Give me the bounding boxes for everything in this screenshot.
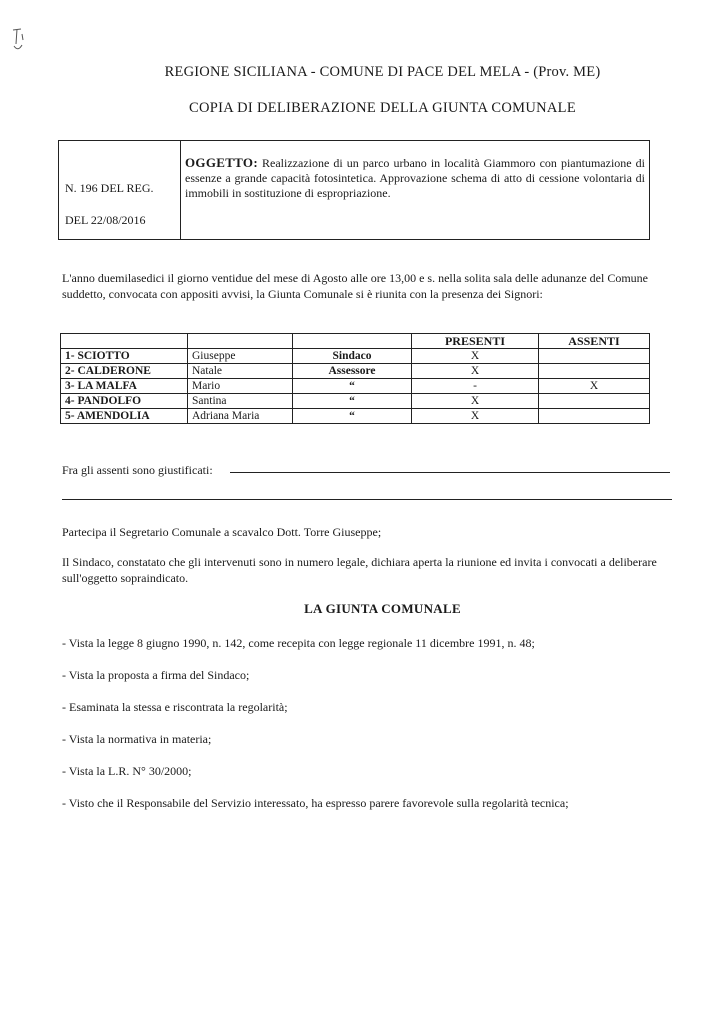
- table-row: [61, 409, 650, 424]
- header-cell: [293, 334, 412, 349]
- member-name: Adriana Maria: [188, 409, 293, 424]
- present-mark: X: [412, 364, 539, 379]
- register-date: DEL 22/08/2016: [65, 213, 146, 227]
- absent-mark: X: [538, 379, 649, 394]
- header-assenti: ASSENTI: [538, 334, 649, 349]
- member-role: Assessore: [293, 364, 412, 379]
- absent-mark: [538, 409, 649, 424]
- member-name: Mario: [188, 379, 293, 394]
- header-cell: [188, 334, 293, 349]
- member-name: Giuseppe: [188, 349, 293, 364]
- member-role: “: [293, 379, 412, 394]
- header-region: REGIONE SICILIANA - COMUNE DI PACE DEL MELA - (Prov. ME): [164, 64, 601, 80]
- list-item: - Visto che il Responsabile del Servizio interessato, ha espresso parere favorevole sulla regolarità tecnica;: [62, 796, 569, 810]
- present-mark: X: [412, 409, 539, 424]
- justified-label: Fra gli assenti sono giustificati:: [62, 463, 213, 477]
- member-surname: 4- PANDOLFO: [61, 394, 188, 409]
- list-item: - Esaminata la stessa e riscontrata la regolarità;: [62, 700, 288, 714]
- header-presenti: PRESENTI: [412, 334, 539, 349]
- member-role: “: [293, 409, 412, 424]
- table-row: [61, 364, 650, 379]
- member-role: Sindaco: [293, 349, 412, 364]
- handwritten-mark-icon: [10, 26, 26, 56]
- register-left-cell: [59, 141, 181, 239]
- list-item: - Vista la L.R. N° 30/2000;: [62, 764, 192, 778]
- list-item: - Vista la legge 8 giugno 1990, n. 142, come recepita con legge regionale 11 dicembre 1991, n. 48;: [62, 636, 535, 650]
- member-surname: 5- AMENDOLIA: [61, 409, 188, 424]
- header-cell: [61, 334, 188, 349]
- attendance-table: [60, 333, 650, 424]
- register-number: N. 196 DEL REG.: [65, 181, 154, 195]
- mayor-statement: Il Sindaco, constatato che gli intervenuti sono in numero legale, dichiara aperta la riunione ed invita i convocati a deliberare sull'oggetto sopraindicato.: [62, 555, 657, 585]
- list-item: - Vista la proposta a firma del Sindaco;: [62, 668, 250, 682]
- table-row: [61, 379, 650, 394]
- absent-mark: [538, 349, 649, 364]
- blank-line: [62, 499, 672, 500]
- list-item: - Vista la normativa in materia;: [62, 732, 212, 746]
- register-box: [58, 140, 650, 240]
- subject-cell: [185, 155, 645, 201]
- member-name: Santina: [188, 394, 293, 409]
- subject-text: Realizzazione di un parco urbano in località Giammoro con piantumazione di essenze a grande capacità fotosintetica. Approvazione schema di atto di cessione volontaria di immobili in sostituzione di espropriazione.: [185, 156, 645, 200]
- member-surname: 2- CALDERONE: [61, 364, 188, 379]
- intro-paragraph: L'anno duemilasedici il giorno ventidue del mese di Agosto alle ore 13,00 e s. nella solita sala delle adunanze del Comune suddetto, convocata con appositi avvisi, la Giunta Comunale si è riunita con la presenza dei Signori:: [62, 271, 649, 301]
- subject-label: OGGETTO:: [185, 155, 258, 170]
- present-mark: -: [412, 379, 539, 394]
- member-name: Natale: [188, 364, 293, 379]
- attendance-header-row: [61, 334, 650, 349]
- member-surname: 3- LA MALFA: [61, 379, 188, 394]
- present-mark: X: [412, 349, 539, 364]
- secretary-paragraph: Partecipa il Segretario Comunale a scavalco Dott. Torre Giuseppe;: [62, 525, 382, 539]
- absent-mark: [538, 364, 649, 379]
- justified-blank-line: [230, 472, 670, 473]
- table-row: [61, 349, 650, 364]
- present-mark: X: [412, 394, 539, 409]
- absent-mark: [538, 394, 649, 409]
- section-title: LA GIUNTA COMUNALE: [304, 601, 461, 616]
- member-surname: 1- SCIOTTO: [61, 349, 188, 364]
- table-row: [61, 394, 650, 409]
- header-title: COPIA DI DELIBERAZIONE DELLA GIUNTA COMUNALE: [189, 100, 576, 116]
- member-role: “: [293, 394, 412, 409]
